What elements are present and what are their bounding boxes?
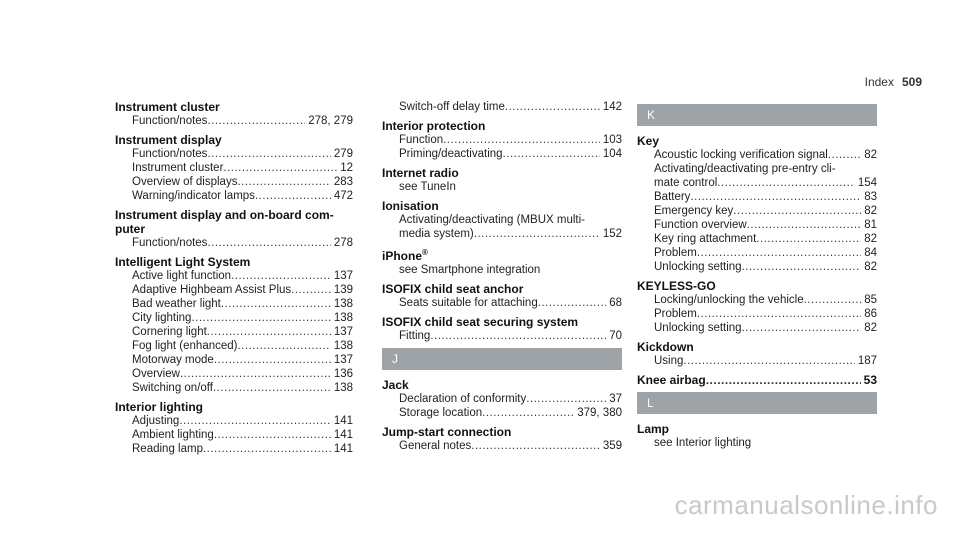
index-term[interactable]: [382, 425, 622, 439]
index-subentry[interactable]: [115, 189, 353, 203]
dot-leader: [756, 232, 861, 246]
index-subentry[interactable]: [637, 354, 877, 368]
index-subentry[interactable]: [115, 297, 353, 311]
subentry-label: Declaration of conformity: [399, 393, 527, 405]
index-subentry[interactable]: [637, 293, 877, 307]
dot-leader: [180, 367, 331, 381]
index-entry: [382, 100, 622, 114]
dot-leader: [255, 189, 331, 203]
page-ref[interactable]: 154: [857, 177, 877, 189]
subentry-label: Bad weather light: [132, 298, 221, 310]
subentry-label: Unlocking setting: [654, 322, 742, 334]
page-ref[interactable]: 137: [333, 270, 353, 282]
subentry-label: Fog light (enhanced): [132, 340, 238, 352]
index-term[interactable]: [382, 119, 622, 133]
index-column-2: [382, 100, 622, 458]
index-entry: [637, 279, 877, 335]
subentry-label: Problem: [654, 247, 697, 259]
dot-leader: [207, 325, 331, 339]
index-subentry[interactable]: [115, 353, 353, 367]
dot-leader: [214, 428, 331, 442]
page-ref[interactable]: 53: [863, 373, 877, 387]
page-ref[interactable]: 85: [864, 294, 877, 306]
term-label: Instrument display: [115, 133, 222, 147]
index-entry: [115, 208, 353, 250]
index-subentry[interactable]: [382, 100, 622, 114]
index-subentry[interactable]: [115, 114, 353, 128]
subentry-label: Acoustic locking verification signal: [654, 149, 828, 161]
page-ref[interactable]: 278: [333, 237, 353, 249]
index-subentry[interactable]: [115, 311, 353, 325]
term-label: iPhone: [382, 249, 423, 263]
page-ref[interactable]: 12: [340, 162, 353, 174]
dot-leader: [697, 307, 861, 321]
header-section: Index: [864, 75, 894, 89]
index-subentry[interactable]: [115, 414, 353, 428]
page-ref[interactable]: 82: [864, 322, 877, 334]
letter-section-header: K: [637, 104, 877, 126]
dot-leader: [697, 246, 861, 260]
page-ref[interactable]: 138: [333, 382, 353, 394]
subentry-label: General notes: [399, 440, 472, 452]
subentry-label: Adjusting: [132, 415, 180, 427]
page-ref[interactable]: 82: [864, 205, 877, 217]
index-subentry[interactable]: [382, 392, 622, 406]
page-ref[interactable]: 82: [864, 233, 877, 245]
index-term[interactable]: [637, 279, 877, 293]
subentry-label: Key ring attachment: [654, 233, 757, 245]
index-subentry[interactable]: [637, 260, 877, 274]
page-ref[interactable]: 103: [602, 134, 622, 146]
subentry-label: Storage location: [399, 407, 483, 419]
subentry-label: Ambient lighting: [132, 429, 214, 441]
dot-leader: [742, 321, 862, 335]
subentry-label: Cornering light: [132, 326, 207, 338]
term-label: KEYLESS-GO: [637, 279, 716, 293]
term-label: Interior lighting: [115, 400, 203, 414]
page-ref[interactable]: 187: [857, 355, 877, 367]
dot-leader: [191, 311, 330, 325]
page-ref[interactable]: 136: [333, 368, 353, 380]
term-label: Knee airbag: [637, 373, 706, 387]
index-subentry[interactable]: [382, 439, 622, 453]
page-ref[interactable]: 379, 380: [577, 407, 622, 419]
index-term[interactable]: [115, 208, 353, 222]
page-ref[interactable]: 86: [864, 308, 877, 320]
term-label: Key: [637, 134, 660, 148]
index-term[interactable]: [637, 422, 877, 436]
index-entry: [115, 255, 353, 395]
dot-leader: [733, 204, 861, 218]
dot-leader: [179, 414, 331, 428]
index-entry: [382, 282, 622, 310]
dot-leader: [430, 329, 606, 343]
dot-leader: [207, 236, 330, 250]
term-label: Lamp: [637, 422, 670, 436]
index-subentry[interactable]: [637, 176, 877, 190]
subentry-label: Overview: [132, 368, 180, 380]
subentry-label: Using: [654, 355, 684, 367]
page-ref[interactable]: 137: [333, 354, 353, 366]
subentry-label: Seats suitable for attaching: [399, 297, 538, 309]
page-ref[interactable]: 82: [864, 261, 877, 273]
letter-section-header: L: [637, 392, 877, 414]
index-entry: [637, 422, 877, 450]
page-ref[interactable]: 141: [333, 429, 353, 441]
dot-leader: [717, 176, 855, 190]
dot-leader: [223, 161, 337, 175]
subentry-label: Priming/deactivating: [399, 148, 503, 160]
dot-leader: [804, 293, 862, 307]
index-entry: [382, 166, 622, 194]
dot-leader: [683, 354, 854, 368]
index-term[interactable]: [382, 246, 622, 263]
page-ref[interactable]: 141: [333, 415, 353, 427]
term-label: Intelligent Light System: [115, 255, 251, 269]
index-term[interactable]: [115, 255, 353, 269]
subentry-label: Battery: [654, 191, 691, 203]
page-ref[interactable]: 137: [333, 326, 353, 338]
subentry-label: mate control: [654, 177, 718, 189]
index-subentry[interactable]: see TuneIn: [399, 181, 456, 193]
page-ref[interactable]: 37: [609, 393, 622, 405]
dot-leader: [828, 148, 861, 162]
term-label: ISOFIX child seat securing system: [382, 315, 579, 329]
index-subentry[interactable]: Activating/deactivating pre-entry cli-: [654, 163, 836, 175]
index-subentry[interactable]: Activating/deactivating (MBUX multi-: [399, 214, 585, 226]
index-entry: [382, 246, 622, 277]
index-subentry[interactable]: [637, 307, 877, 321]
index-subentry[interactable]: [115, 325, 353, 339]
index-subentry[interactable]: [382, 147, 622, 161]
page-ref[interactable]: 68: [609, 297, 622, 309]
index-entry: [115, 100, 353, 128]
page-ref[interactable]: 152: [602, 228, 622, 240]
page-ref[interactable]: 472: [333, 190, 353, 202]
index-entry: [382, 315, 622, 343]
dot-leader: [526, 392, 606, 406]
index-subentry[interactable]: [115, 175, 353, 189]
term-label: ISOFIX child seat anchor: [382, 282, 524, 296]
watermark: carmanualsonline.info: [674, 490, 938, 520]
index-term[interactable]: [637, 373, 877, 387]
dot-leader: [213, 381, 331, 395]
index-term[interactable]: [637, 134, 877, 148]
subentry-label: Switching on/off: [132, 382, 213, 394]
subentry-label: Function/notes: [132, 115, 208, 127]
index-subentry[interactable]: [115, 161, 353, 175]
subentry-label: Function overview: [654, 219, 747, 231]
index-entry: [637, 134, 877, 274]
index-subentry[interactable]: see Interior lighting: [654, 437, 752, 449]
page-number: 509: [901, 75, 922, 89]
index-subentry[interactable]: [115, 147, 353, 161]
index-term[interactable]: [382, 315, 622, 329]
page-ref[interactable]: 141: [333, 443, 353, 455]
subentry-label: Switch-off delay time: [399, 101, 505, 113]
registered-mark: ®: [422, 248, 428, 257]
index-term[interactable]: [115, 133, 353, 147]
dot-leader: [690, 190, 861, 204]
dot-leader: [503, 147, 600, 161]
index-term[interactable]: [115, 100, 353, 114]
index-subentry[interactable]: [637, 232, 877, 246]
dot-leader: [742, 260, 862, 274]
page-ref[interactable]: 278, 279: [308, 115, 353, 127]
index-subentry[interactable]: [115, 367, 353, 381]
dot-leader: [203, 442, 331, 456]
dot-leader: [214, 353, 331, 367]
index-subentry[interactable]: [382, 406, 622, 420]
index-term[interactable]: [382, 282, 622, 296]
subentry-label: Unlocking setting: [654, 261, 742, 273]
page-ref[interactable]: 83: [864, 191, 877, 203]
index-entry: [115, 133, 353, 203]
page-ref[interactable]: 81: [864, 219, 877, 231]
page-ref[interactable]: 104: [602, 148, 622, 160]
subentry-label: Motorway mode: [132, 354, 214, 366]
term-label: Interior protection: [382, 119, 486, 133]
index-entry: [637, 340, 877, 368]
page-ref[interactable]: 279: [333, 148, 353, 160]
subentry-label: Function/notes: [132, 148, 208, 160]
subentry-label: Locking/unlocking the vehicle: [654, 294, 804, 306]
dot-leader: [471, 439, 600, 453]
index-entry: [382, 425, 622, 453]
subentry-label: City lighting: [132, 312, 192, 324]
letter-section-header: J: [382, 348, 622, 370]
subentry-label: media system): [399, 228, 474, 240]
index-subentry[interactable]: [637, 148, 877, 162]
dot-leader: [221, 297, 331, 311]
subentry-label: Emergency key: [654, 205, 734, 217]
dot-leader: [207, 147, 330, 161]
page-ref[interactable]: 84: [864, 247, 877, 259]
index-term-continued: puter: [115, 222, 145, 236]
page-ref[interactable]: 82: [864, 149, 877, 161]
page-header: [865, 75, 922, 89]
index-subentry[interactable]: [115, 381, 353, 395]
subentry-label: Instrument cluster: [132, 162, 224, 174]
index-column-3: [637, 100, 877, 455]
dot-leader: [505, 100, 600, 114]
index-subentry[interactable]: [637, 321, 877, 335]
index-term[interactable]: [637, 340, 877, 354]
subentry-label: Function: [399, 134, 444, 146]
index-subentry[interactable]: [382, 296, 622, 310]
subentry-label: Function/notes: [132, 237, 208, 249]
index-subentry[interactable]: [382, 227, 622, 241]
index-entry: [382, 199, 622, 241]
term-label: Instrument cluster: [115, 100, 220, 114]
page-ref[interactable]: 142: [602, 101, 622, 113]
subentry-label: Adaptive Highbeam Assist Plus: [132, 284, 292, 296]
subentry-label: Overview of displays: [132, 176, 238, 188]
index-subentry[interactable]: [115, 283, 353, 297]
index-subentry[interactable]: [382, 329, 622, 343]
page-ref[interactable]: 139: [333, 284, 353, 296]
index-term[interactable]: [115, 400, 353, 414]
term-label: Ionisation: [382, 199, 439, 213]
index-subentry[interactable]: [382, 133, 622, 147]
index-entry: [115, 400, 353, 456]
page-ref[interactable]: 138: [333, 340, 353, 352]
index-term[interactable]: [382, 378, 622, 392]
dot-leader: [237, 175, 330, 189]
index-subentry[interactable]: see Smartphone integration: [399, 264, 541, 276]
index-subentry[interactable]: [115, 442, 353, 456]
dot-leader: [291, 283, 331, 297]
index-term[interactable]: [382, 199, 622, 213]
index-subentry[interactable]: [637, 190, 877, 204]
dot-leader: [474, 227, 600, 241]
index-term[interactable]: [382, 166, 622, 180]
subentry-label: Warning/indicator lamps: [132, 190, 255, 202]
index-subentry[interactable]: [115, 428, 353, 442]
term-label: Kickdown: [637, 340, 694, 354]
page-ref[interactable]: 70: [609, 330, 622, 342]
index-subentry[interactable]: [637, 246, 877, 260]
index-entry: [637, 373, 877, 387]
index-subentry[interactable]: [115, 339, 353, 353]
page-ref[interactable]: 359: [602, 440, 622, 452]
index-subentry[interactable]: [115, 269, 353, 283]
subentry-label: Reading lamp: [132, 443, 203, 455]
index-column-1: [115, 100, 353, 461]
dot-leader: [237, 339, 330, 353]
subentry-label: Fitting: [399, 330, 431, 342]
index-subentry[interactable]: [637, 204, 877, 218]
term-label: Jump-start connection: [382, 425, 512, 439]
dot-leader: [207, 114, 305, 128]
dot-leader: [482, 406, 574, 420]
index-entry: [382, 119, 622, 161]
term-label: Jack: [382, 378, 409, 392]
dot-leader: [747, 218, 862, 232]
dot-leader: [706, 373, 861, 387]
subentry-label: Active light function: [132, 270, 232, 282]
index-entry: [382, 378, 622, 420]
index-subentry[interactable]: [115, 236, 353, 250]
term-label: Internet radio: [382, 166, 459, 180]
page-ref[interactable]: 283: [333, 176, 353, 188]
index-subentry[interactable]: [637, 218, 877, 232]
term-label: Instrument display and on-board com-: [115, 208, 334, 222]
dot-leader: [443, 133, 600, 147]
subentry-label: Problem: [654, 308, 697, 320]
dot-leader: [231, 269, 331, 283]
page-ref[interactable]: 138: [333, 312, 353, 324]
page-ref[interactable]: 138: [333, 298, 353, 310]
dot-leader: [538, 296, 606, 310]
